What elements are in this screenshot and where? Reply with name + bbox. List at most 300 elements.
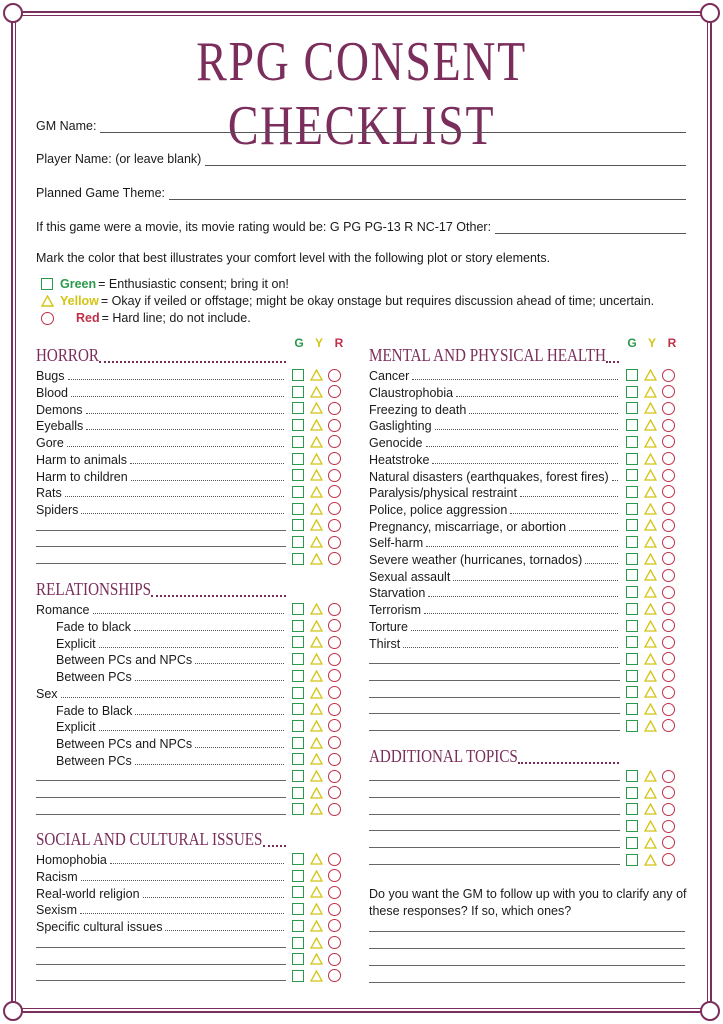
corner-ornament — [3, 3, 23, 23]
followup-answer-line[interactable] — [369, 965, 685, 966]
yellow-checkbox[interactable] — [310, 853, 323, 865]
yellow-checkbox[interactable] — [644, 553, 657, 565]
red-checkbox[interactable] — [662, 485, 675, 498]
green-checkbox[interactable] — [292, 436, 304, 448]
followup-answer-line[interactable] — [369, 931, 685, 932]
item-label: Between PCs — [56, 670, 132, 685]
red-checkbox[interactable] — [662, 652, 675, 665]
red-checkbox[interactable] — [328, 803, 341, 816]
rating-options — [292, 651, 341, 668]
leader-line — [411, 630, 618, 631]
yellow-checkbox[interactable] — [644, 636, 657, 648]
green-checkbox[interactable] — [626, 803, 638, 815]
yellow-checkbox[interactable] — [310, 453, 323, 465]
green-checkbox[interactable] — [292, 620, 304, 632]
green-checkbox[interactable] — [626, 770, 638, 782]
green-checkbox[interactable] — [626, 686, 638, 698]
green-checkbox[interactable] — [292, 369, 304, 381]
checklist-item — [36, 417, 286, 434]
green-checkbox[interactable] — [292, 469, 304, 481]
green-checkbox[interactable] — [626, 519, 638, 531]
red-checkbox[interactable] — [328, 653, 341, 666]
yellow-checkbox[interactable] — [644, 386, 657, 398]
rating-options — [626, 450, 675, 467]
red-checkbox[interactable] — [328, 519, 341, 532]
rating-options — [292, 801, 341, 818]
blank-entry-line[interactable] — [36, 784, 286, 801]
yellow-checkbox[interactable] — [310, 687, 323, 699]
green-checkbox[interactable] — [292, 536, 304, 548]
green-checkbox[interactable] — [292, 386, 304, 398]
green-checkbox[interactable] — [626, 569, 638, 581]
leader-line — [80, 913, 284, 914]
red-checkbox[interactable] — [662, 419, 675, 432]
green-checkbox[interactable] — [626, 653, 638, 665]
red-checkbox[interactable] — [662, 519, 675, 532]
red-checkbox[interactable] — [662, 786, 675, 799]
yellow-checkbox[interactable] — [644, 837, 657, 849]
yellow-checkbox[interactable] — [644, 436, 657, 448]
red-checkbox[interactable] — [328, 936, 341, 949]
green-checkbox[interactable] — [292, 903, 304, 915]
yellow-checkbox[interactable] — [644, 503, 657, 515]
blank-entry-line[interactable] — [369, 801, 620, 818]
rating-options — [292, 668, 341, 685]
green-checkbox[interactable] — [292, 787, 304, 799]
green-checkbox[interactable] — [292, 803, 304, 815]
item-label: Paralysis/physical restraint — [369, 486, 517, 501]
green-checkbox[interactable] — [292, 653, 304, 665]
page-title: RPG CONSENT CHECKLIST — [196, 31, 527, 157]
red-checkbox[interactable] — [662, 602, 675, 615]
yellow-checkbox[interactable] — [310, 503, 323, 515]
green-checkbox[interactable] — [626, 603, 638, 615]
item-label: Spiders — [36, 502, 79, 517]
green-checkbox[interactable] — [292, 603, 304, 615]
checklist-item — [56, 651, 286, 668]
green-checkbox[interactable] — [626, 854, 638, 866]
yellow-checkbox[interactable] — [310, 486, 323, 498]
rating-options — [626, 550, 675, 567]
yellow-checkbox[interactable] — [310, 920, 323, 932]
leader-line — [585, 563, 618, 564]
red-checkbox[interactable] — [328, 435, 341, 448]
yellow-checkbox[interactable] — [644, 536, 657, 548]
leader-line — [612, 480, 618, 481]
rating-options — [292, 550, 341, 567]
red-checkbox[interactable] — [662, 569, 675, 582]
green-checkbox[interactable] — [292, 720, 304, 732]
blank-entry-line[interactable] — [369, 851, 620, 868]
green-checkbox[interactable] — [292, 953, 304, 965]
red-checkbox[interactable] — [328, 669, 341, 682]
red-checkbox[interactable] — [328, 886, 341, 899]
yellow-checkbox[interactable] — [310, 653, 323, 665]
followup-answer-line[interactable] — [369, 948, 685, 949]
green-checkbox[interactable] — [626, 837, 638, 849]
green-checkbox[interactable] — [626, 486, 638, 498]
item-label: Claustrophobia — [369, 386, 454, 401]
yellow-checkbox[interactable] — [310, 603, 323, 615]
yellow-checkbox[interactable] — [310, 553, 323, 565]
checklist-item — [36, 450, 286, 467]
section-heading — [36, 829, 286, 850]
green-checkbox[interactable] — [292, 419, 304, 431]
yellow-checkbox[interactable] — [644, 469, 657, 481]
movie-rating-field[interactable] — [36, 218, 686, 234]
followup-question: Do you want the GM to follow up with you to clarify any of these responses? If so, which ones? — [369, 887, 687, 918]
blank-entry-line[interactable] — [36, 517, 286, 534]
blank-entry-line[interactable] — [36, 934, 286, 951]
yellow-checkbox[interactable] — [644, 569, 657, 581]
yellow-checkbox[interactable] — [310, 402, 323, 414]
red-checkbox[interactable] — [328, 619, 341, 632]
yellow-checkbox[interactable] — [310, 870, 323, 882]
yellow-checkbox[interactable] — [644, 620, 657, 632]
rating-options — [626, 617, 675, 634]
green-checkbox[interactable] — [292, 687, 304, 699]
red-checkbox[interactable] — [328, 686, 341, 699]
blank-entry-line[interactable] — [369, 684, 620, 701]
green-checkbox[interactable] — [292, 937, 304, 949]
red-checkbox[interactable] — [662, 452, 675, 465]
checklist-item — [369, 634, 620, 651]
rating-options — [292, 450, 341, 467]
rating-options — [292, 867, 341, 884]
yellow-checkbox[interactable] — [644, 686, 657, 698]
leader-line — [369, 663, 620, 664]
red-checkbox[interactable] — [328, 770, 341, 783]
green-checkbox[interactable] — [292, 636, 304, 648]
red-checkbox[interactable] — [662, 719, 675, 732]
green-checkbox[interactable] — [292, 486, 304, 498]
leader-line — [432, 463, 618, 464]
item-label: Romance — [36, 603, 90, 618]
red-checkbox[interactable] — [328, 786, 341, 799]
green-checkbox[interactable] — [292, 886, 304, 898]
red-checkbox[interactable] — [328, 853, 341, 866]
green-checkbox[interactable] — [292, 737, 304, 749]
green-checkbox[interactable] — [292, 920, 304, 932]
green-checkbox[interactable] — [292, 503, 304, 515]
yellow-checkbox[interactable] — [644, 603, 657, 615]
section-title: RELATIONSHIPS — [36, 579, 152, 599]
blank-entry-line[interactable] — [36, 550, 286, 567]
rating-options — [292, 718, 341, 735]
green-checkbox[interactable] — [292, 402, 304, 414]
green-checkbox[interactable] — [292, 870, 304, 882]
player-name-field[interactable] — [36, 150, 686, 166]
yellow-checkbox[interactable] — [310, 670, 323, 682]
red-checkbox[interactable] — [662, 586, 675, 599]
red-checkbox[interactable] — [328, 552, 341, 565]
red-checkbox[interactable] — [662, 770, 675, 783]
yellow-checkbox[interactable] — [310, 737, 323, 749]
green-checkbox[interactable] — [292, 753, 304, 765]
blank-entry-line[interactable] — [36, 968, 286, 985]
yellow-checkbox[interactable] — [644, 787, 657, 799]
green-checkbox[interactable] — [626, 402, 638, 414]
blank-entry-line[interactable] — [369, 768, 620, 785]
red-checkbox[interactable] — [328, 869, 341, 882]
followup-answer-line[interactable] — [369, 982, 685, 983]
yellow-checkbox[interactable] — [310, 970, 323, 982]
yellow-checkbox[interactable] — [310, 937, 323, 949]
yellow-checkbox[interactable] — [644, 486, 657, 498]
rating-options — [626, 784, 675, 801]
green-checkbox[interactable] — [626, 369, 638, 381]
red-checkbox[interactable] — [662, 820, 675, 833]
red-checkbox[interactable] — [662, 435, 675, 448]
red-checkbox[interactable] — [328, 485, 341, 498]
blank-entry-line[interactable] — [369, 818, 620, 835]
red-checkbox[interactable] — [328, 719, 341, 732]
checklist-item — [56, 634, 286, 651]
green-checkbox[interactable] — [626, 636, 638, 648]
green-checkbox[interactable] — [626, 453, 638, 465]
green-checkbox[interactable] — [292, 853, 304, 865]
yellow-checkbox[interactable] — [644, 419, 657, 431]
yellow-checkbox[interactable] — [310, 720, 323, 732]
item-label: Gore — [36, 436, 64, 451]
yellow-checkbox[interactable] — [644, 402, 657, 414]
yellow-checkbox[interactable] — [644, 653, 657, 665]
rating-options — [292, 901, 341, 918]
yellow-checkbox[interactable] — [644, 803, 657, 815]
item-label: Between PCs and NPCs — [56, 736, 193, 751]
green-checkbox[interactable] — [292, 703, 304, 715]
rating-options — [626, 717, 675, 734]
blank-entry-line[interactable] — [369, 701, 620, 718]
leader-line — [369, 864, 620, 865]
leader-line — [61, 697, 284, 698]
green-checkbox[interactable] — [626, 469, 638, 481]
red-checkbox[interactable] — [662, 469, 675, 482]
red-checkbox[interactable] — [662, 502, 675, 515]
red-checkbox[interactable] — [328, 953, 341, 966]
red-checkbox[interactable] — [662, 385, 675, 398]
heading-leader — [606, 361, 619, 363]
game-theme-field[interactable] — [36, 184, 686, 200]
leader-line — [36, 530, 286, 531]
item-label: Between PCs — [56, 753, 132, 768]
checklist-item — [36, 867, 286, 884]
blank-entry-line[interactable] — [36, 951, 286, 968]
green-checkbox[interactable] — [292, 970, 304, 982]
rating-options — [626, 367, 675, 384]
yellow-checkbox[interactable] — [644, 854, 657, 866]
section-heading — [369, 746, 619, 767]
instruction-text: Mark the color that best illustrates your comfort level with the following plot or story elements. — [36, 251, 551, 265]
red-checkbox[interactable] — [328, 502, 341, 515]
leader-line — [71, 396, 284, 397]
blank-entry-line[interactable] — [369, 667, 620, 684]
yellow-checkbox[interactable] — [644, 369, 657, 381]
red-checkbox[interactable] — [328, 469, 341, 482]
green-checkbox[interactable] — [292, 553, 304, 565]
leader-line — [369, 847, 620, 848]
yellow-checkbox[interactable] — [310, 620, 323, 632]
item-label: Self-harm — [369, 536, 424, 551]
yellow-checkbox[interactable] — [310, 787, 323, 799]
green-checkbox[interactable] — [626, 703, 638, 715]
green-checkbox[interactable] — [626, 536, 638, 548]
red-checkbox[interactable] — [662, 686, 675, 699]
item-label: Genocide — [369, 436, 423, 451]
red-checkbox[interactable] — [328, 385, 341, 398]
red-checkbox[interactable] — [662, 369, 675, 382]
checklist-item — [369, 567, 620, 584]
blank-entry-line[interactable] — [36, 534, 286, 551]
corner-ornament — [3, 1001, 23, 1021]
green-checkbox[interactable] — [626, 553, 638, 565]
rating-options — [292, 684, 341, 701]
green-checkbox[interactable] — [292, 519, 304, 531]
red-checkbox[interactable] — [662, 836, 675, 849]
red-checkbox[interactable] — [328, 636, 341, 649]
red-checkbox[interactable] — [328, 452, 341, 465]
checklist-item — [369, 484, 620, 501]
field-label: Planned Game Theme: — [36, 186, 166, 200]
yellow-checkbox[interactable] — [310, 536, 323, 548]
yellow-checkbox[interactable] — [310, 903, 323, 915]
green-checkbox[interactable] — [292, 670, 304, 682]
green-checkbox[interactable] — [626, 436, 638, 448]
blank-entry-line[interactable] — [36, 768, 286, 785]
green-checkbox[interactable] — [292, 453, 304, 465]
yellow-checkbox[interactable] — [644, 586, 657, 598]
rating-options — [626, 567, 675, 584]
checklist-item — [56, 617, 286, 634]
yellow-checkbox[interactable] — [644, 453, 657, 465]
red-checkbox[interactable] — [662, 669, 675, 682]
red-checkbox[interactable] — [662, 703, 675, 716]
leader-line — [81, 880, 284, 881]
red-checkbox[interactable] — [662, 536, 675, 549]
triangle-icon — [41, 295, 54, 307]
red-checkbox[interactable] — [662, 853, 675, 866]
red-checkbox[interactable] — [328, 369, 341, 382]
red-checkbox[interactable] — [328, 969, 341, 982]
red-checkbox[interactable] — [328, 419, 341, 432]
item-label: Heatstroke — [369, 452, 430, 467]
red-checkbox[interactable] — [328, 753, 341, 766]
rating-options — [626, 383, 675, 400]
red-checkbox[interactable] — [662, 803, 675, 816]
blank-entry-line[interactable] — [369, 784, 620, 801]
yellow-checkbox[interactable] — [310, 753, 323, 765]
item-label: Police, police aggression — [369, 502, 508, 517]
yellow-checkbox[interactable] — [310, 436, 323, 448]
green-checkbox[interactable] — [626, 503, 638, 515]
yellow-checkbox[interactable] — [310, 369, 323, 381]
item-label: Freezing to death — [369, 402, 467, 417]
red-checkbox[interactable] — [662, 552, 675, 565]
leader-line — [424, 613, 618, 614]
checklist-item — [369, 517, 620, 534]
yellow-checkbox[interactable] — [644, 670, 657, 682]
yellow-checkbox[interactable] — [310, 419, 323, 431]
red-checkbox[interactable] — [328, 603, 341, 616]
rating-options — [292, 851, 341, 868]
green-checkbox[interactable] — [626, 787, 638, 799]
rating-options — [626, 818, 675, 835]
checklist-item — [36, 884, 286, 901]
yellow-checkbox[interactable] — [644, 770, 657, 782]
checklist-item — [369, 534, 620, 551]
red-checkbox[interactable] — [328, 919, 341, 932]
checklist-item — [369, 467, 620, 484]
rating-options — [292, 517, 341, 534]
field-label: Player Name: (or leave blank) — [36, 152, 202, 166]
yellow-checkbox[interactable] — [310, 953, 323, 965]
yellow-checkbox[interactable] — [644, 519, 657, 531]
rating-options — [292, 751, 341, 768]
red-checkbox[interactable] — [662, 636, 675, 649]
red-checkbox[interactable] — [328, 703, 341, 716]
blank-entry-line[interactable] — [36, 801, 286, 818]
yellow-checkbox[interactable] — [310, 803, 323, 815]
red-checkbox[interactable] — [328, 903, 341, 916]
gm-name-field[interactable] — [36, 117, 686, 133]
leader-line — [369, 797, 620, 798]
leader-line — [369, 814, 620, 815]
green-checkbox[interactable] — [626, 586, 638, 598]
checklist-item — [369, 367, 620, 384]
red-checkbox[interactable] — [328, 736, 341, 749]
green-checkbox[interactable] — [626, 820, 638, 832]
yellow-checkbox[interactable] — [310, 770, 323, 782]
green-checkbox[interactable] — [292, 770, 304, 782]
yellow-checkbox[interactable] — [310, 519, 323, 531]
rating-options — [292, 434, 341, 451]
red-checkbox[interactable] — [662, 619, 675, 632]
green-checkbox[interactable] — [626, 419, 638, 431]
red-checkbox[interactable] — [328, 536, 341, 549]
rating-options — [626, 801, 675, 818]
yellow-checkbox[interactable] — [310, 886, 323, 898]
leader-line — [135, 764, 284, 765]
yellow-checkbox[interactable] — [644, 720, 657, 732]
green-checkbox[interactable] — [626, 620, 638, 632]
blank-entry-line[interactable] — [369, 835, 620, 852]
red-checkbox[interactable] — [328, 402, 341, 415]
yellow-checkbox[interactable] — [644, 820, 657, 832]
red-checkbox[interactable] — [662, 402, 675, 415]
yellow-checkbox[interactable] — [310, 636, 323, 648]
blank-entry-line[interactable] — [369, 717, 620, 734]
yellow-checkbox[interactable] — [310, 386, 323, 398]
section-title: SOCIAL AND CULTURAL ISSUES — [36, 829, 263, 849]
green-checkbox[interactable] — [626, 720, 638, 732]
blank-entry-line[interactable] — [369, 651, 620, 668]
yellow-checkbox[interactable] — [310, 703, 323, 715]
yellow-checkbox[interactable] — [644, 703, 657, 715]
item-label: Explicit — [56, 720, 96, 735]
item-label: Severe weather (hurricanes, tornados) — [369, 553, 583, 568]
yellow-checkbox[interactable] — [310, 469, 323, 481]
green-checkbox[interactable] — [626, 386, 638, 398]
item-label: Cancer — [369, 369, 410, 384]
green-checkbox[interactable] — [626, 670, 638, 682]
leader-line — [36, 546, 286, 547]
rating-options — [626, 835, 675, 852]
leader-line — [426, 446, 618, 447]
field-label: GM Name: — [36, 119, 97, 133]
checklist-item — [369, 434, 620, 451]
leader-line — [143, 897, 284, 898]
section-title: ADDITIONAL TOPICS — [369, 746, 518, 766]
